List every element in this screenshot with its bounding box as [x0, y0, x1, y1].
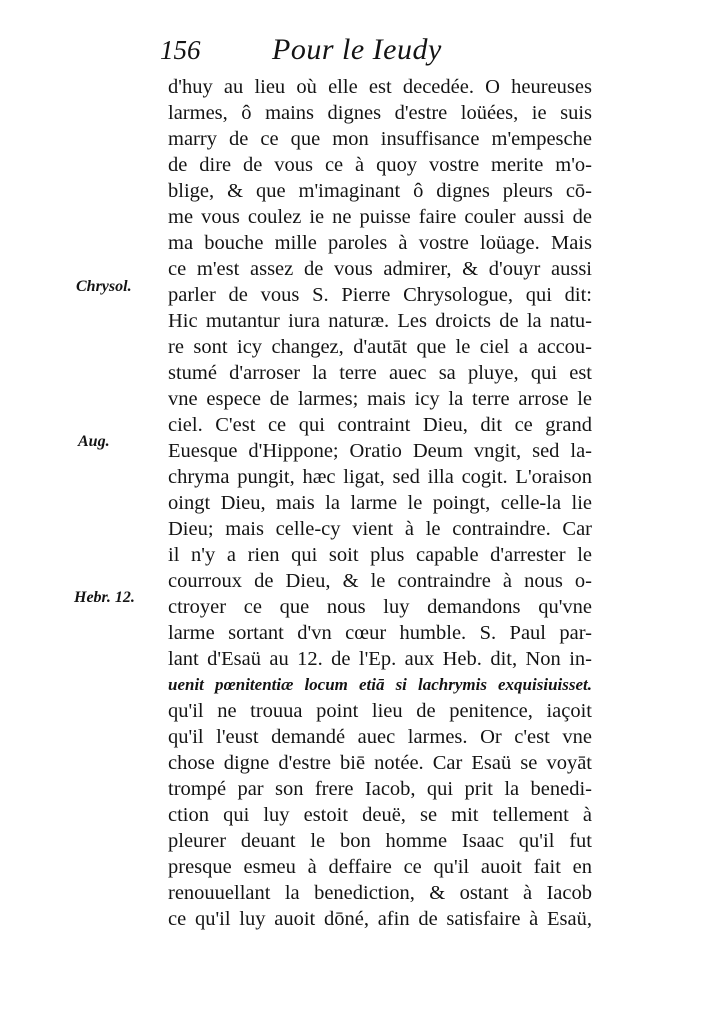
text-line: d'huy au lieu où elle est decedée. O heureuses [168, 76, 592, 98]
text-line: Dieu; mais celle-cy vient à le contraindre. Car [168, 518, 592, 540]
text-line: qu'il ne trouua point lieu de penitence, iaçoit [168, 700, 592, 722]
text-line: Hic mutantur iura naturæ. Les droicts de la natu- [168, 310, 592, 332]
text-line: ctroyer ce que nous luy demandons qu'vne [168, 596, 592, 618]
text-line: ce qu'il luy auoit dōné, afin de satisfaire à Esaü, [168, 908, 592, 930]
text-line-latin: uenit pœnitentiæ locum etiā si lachrymis exquisiuisset. [168, 675, 592, 694]
text-line: qu'il l'eust demandé auec larmes. Or c'est vne [168, 726, 592, 748]
text-line: ce m'est assez de vous admirer, & d'ouyr aussi [168, 258, 592, 280]
margin-note-chrysol: Chrysol. [76, 278, 132, 295]
text-line: Euesque d'Hippone; Oratio Deum vngit, sed la- [168, 440, 592, 462]
text-line: pleurer deuant le bon homme Isaac qu'il fut [168, 830, 592, 852]
page-header [160, 28, 560, 72]
text-line: oingt Dieu, mais la larme le poingt, celle-la lie [168, 492, 592, 514]
margin-note-hebr: Hebr. 12. [74, 589, 135, 606]
text-line: trompé par son frere Iacob, qui prit la benedi- [168, 778, 592, 800]
text-line: chryma pungit, hæc ligat, sed illa cogit. L'oraison [168, 466, 592, 488]
text-line: marry de ce que mon insuffisance m'empesche [168, 128, 592, 150]
text-line: il n'y a rien qui soit plus capable d'arrester le [168, 544, 592, 566]
text-line: ma bouche mille paroles à vostre loüage. Mais [168, 232, 592, 254]
text-line: de dire de vous ce à quoy vostre merite m'o- [168, 154, 592, 176]
text-line: re sont icy changez, d'autāt que le ciel a accou- [168, 336, 592, 358]
text-line: lant d'Esaü au 12. de l'Ep. aux Heb. dit, Non in- [168, 648, 592, 670]
text-line: ction qui luy estoit deuë, se mit tellement à [168, 804, 592, 826]
text-line: stumé d'arroser la terre auec sa pluye, qui est [168, 362, 592, 384]
page-number: 156 [160, 35, 201, 65]
text-line: larmes, ô mains dignes d'estre loüées, ie suis [168, 102, 592, 124]
text-line: presque esmeu à deffaire ce qu'il auoit fait en [168, 856, 592, 878]
text-line: chose digne d'estre biē notée. Car Esaü se voyāt [168, 752, 592, 774]
text-line: renouuellant la benediction, & ostant à Iacob [168, 882, 592, 904]
body-text [168, 74, 592, 932]
text-line: parler de vous S. Pierre Chrysologue, qui dit: [168, 284, 592, 306]
text-line: me vous coulez ie ne puisse faire couler aussi de [168, 206, 592, 228]
text-line: ciel. C'est ce qui contraint Dieu, dit ce grand [168, 414, 592, 436]
text-line: vne espece de larmes; mais icy la terre arrose le [168, 388, 592, 410]
running-title: Pour le Ieudy [272, 33, 442, 66]
text-line: blige, & que m'imaginant ô dignes pleurs cō- [168, 180, 592, 202]
text-line: courroux de Dieu, & le contraindre à nous o- [168, 570, 592, 592]
text-line: larme sortant d'vn cœur humble. S. Paul par- [168, 622, 592, 644]
margin-note-aug: Aug. [78, 433, 110, 450]
